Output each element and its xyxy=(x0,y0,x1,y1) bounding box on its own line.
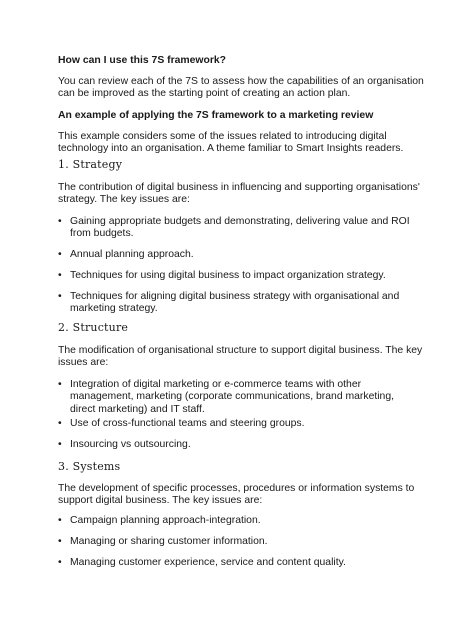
bullet-icon: • xyxy=(58,536,62,547)
list-item-text: Managing customer experience, service and content quality. xyxy=(70,557,346,568)
bullet-icon: • xyxy=(58,379,62,390)
list-item xyxy=(58,216,418,241)
list-item xyxy=(58,270,418,282)
list-item-text: Campaign planning approach-integration. xyxy=(70,515,261,526)
section-paragraph-strategy: The contribution of digital business in influencing and supporting organisations' strategy. The key issues are: xyxy=(58,182,420,206)
list-item-text: Techniques for aligning digital business strategy with organisational and marketing strategy. xyxy=(70,291,400,315)
section-paragraph-structure: The modification of organisational structure to support digital business. The key issues are: xyxy=(58,345,423,369)
list-item xyxy=(58,291,418,316)
list-item xyxy=(58,379,418,416)
list-item-text: Techniques for using digital business to impact organization strategy. xyxy=(70,270,386,281)
bullet-icon: • xyxy=(58,418,62,429)
section-title-systems: 3. Systems xyxy=(58,460,121,473)
bullet-icon: • xyxy=(58,515,62,526)
bullet-icon: • xyxy=(58,216,62,227)
list-item xyxy=(58,557,418,569)
list-item-text: Use of cross-functional teams and steering groups. xyxy=(70,418,305,429)
list-item-text: Insourcing vs outsourcing. xyxy=(70,439,191,450)
intro-paragraph: You can review each of the 7S to assess how the capabilities of an organisation can be improved as the starting point of creating an action plan. xyxy=(58,76,424,100)
list-item xyxy=(58,439,418,451)
list-item xyxy=(58,249,418,261)
example-paragraph: This example considers some of the issues related to introducing digital technology into an organisation. A theme familiar to Smart Insights readers. xyxy=(58,131,404,155)
bullet-icon: • xyxy=(58,270,62,281)
list-item xyxy=(58,515,418,527)
bullet-icon: • xyxy=(58,291,62,302)
section-paragraph-systems: The development of specific processes, procedures or information systems to support digital business. The key issues are: xyxy=(58,483,415,507)
list-item-text: Managing or sharing customer information. xyxy=(70,536,268,547)
list-item-text: Annual planning approach. xyxy=(70,249,194,260)
intro-heading: How can I use this 7S framework? xyxy=(58,55,227,66)
bullet-icon: • xyxy=(58,439,62,450)
section-title-strategy: 1. Strategy xyxy=(58,158,123,171)
list-item xyxy=(58,418,418,430)
example-heading: An example of applying the 7S framework to a marketing review xyxy=(58,110,374,121)
list-item-text: Integration of digital marketing or e-commerce teams with other management, marketing (corporate communications, brand marketing, direct marketing) and IT staff. xyxy=(70,379,394,415)
list-item-text: Gaining appropriate budgets and demonstrating, delivering value and ROI from budgets. xyxy=(70,216,410,240)
bullet-icon: • xyxy=(58,557,62,568)
bullet-icon: • xyxy=(58,249,62,260)
section-title-structure: 2. Structure xyxy=(58,321,129,334)
list-item xyxy=(58,536,418,548)
